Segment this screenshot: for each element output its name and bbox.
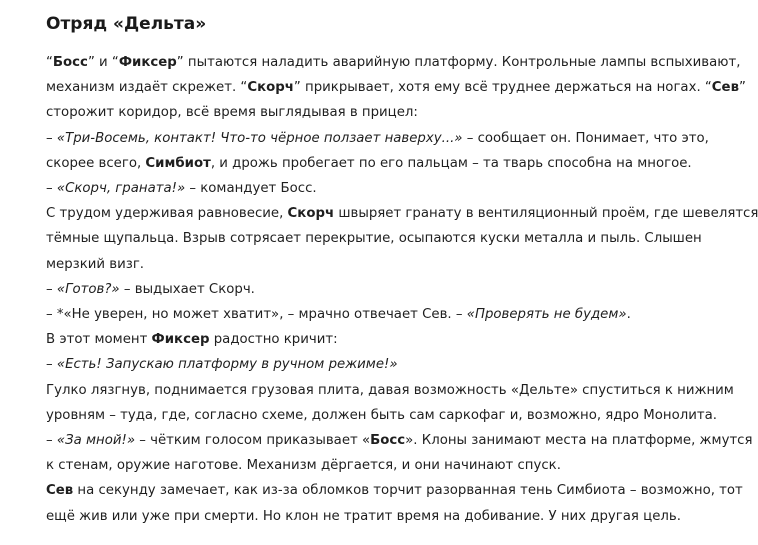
story-line [46,75,746,100]
story-line [46,327,725,352]
text-segment: ” и “ [87,55,119,70]
story-line [46,478,743,503]
text-segment: ». Клоны занимают места на платформе, жмутся [405,433,753,449]
text-segment: на секунду замечает, как из-за обломков торчит разорванная тень Симбиота – возможно, тот [73,483,743,499]
italic-quote: «Есть! Запускаю платформу в ручном режиме!» [56,357,398,373]
text-segment: ” пытаются наладить аварийную платформу. Контрольные лампы вспыхивают, [176,55,741,70]
story-line [46,126,725,151]
text-segment: мерзкий визг. [46,256,145,272]
text-segment: тёмные щупальца. Взрыв сотрясает перекрытие, осыпаются куски металла и пыль. Слышен [46,231,702,247]
italic-quote: «Готов?» [56,281,120,297]
story-line [46,504,725,529]
text-segment: ещё жив или уже при смерти. Но клон не тратит время на добивание. У них другая цель. [46,508,681,524]
story-line [46,201,758,226]
story-line [46,50,741,75]
italic-quote: «Проверять не будем» [466,307,627,323]
italic-quote: «Скорч, граната!» [56,181,186,197]
text-segment: к стенам, оружие наготове. Механизм дёргается, и они начинают спуск. [46,458,561,474]
text-segment: уровням – туда, где, согласно схеме, должен быть сам саркофаг и, возможно, ядро Монолита. [46,407,717,423]
bold-name: Босс [52,55,88,70]
text-segment: ” [739,80,746,96]
text-segment: Гулко лязгнув, поднимается грузовая плита, давая возможность «Дельте» спуститься к нижним [46,382,734,398]
italic-quote: «Три-Восемь, контакт! Что-то чёрное ползает наверху...» [56,130,463,146]
story-line [46,428,753,453]
story-line [46,226,725,251]
text-segment: “ [46,55,53,70]
text-segment: скорее всего, [46,155,146,171]
text-segment: радостно кричит: [209,332,338,348]
bold-name: Сев [711,80,739,96]
story-line [46,100,725,125]
text-segment: С трудом удерживая равновесие, [46,206,288,222]
text-segment: – *«Не уверен, но может хватит», – мрачно отвечает Сев. – [46,307,467,323]
story-line [46,277,725,302]
story-line [46,352,725,377]
italic-quote: «За мной!» [56,433,136,449]
text-segment: ” прикрывает, хотя ему всё труднее держаться на ногах. “ [293,80,712,96]
bold-name: Скорч [247,80,294,96]
story-line [46,453,725,478]
text-segment: – [46,281,57,297]
bold-name: Фиксер [151,332,210,348]
text-segment: – [46,130,57,146]
text-segment: сторожит коридор, всё время выглядывая в прицел: [46,105,418,121]
text-segment: . [626,307,631,323]
document-title: Отряд «Дельта» [46,14,207,34]
text-segment: механизм издаёт скрежет. “ [46,80,248,96]
story-line [46,252,725,277]
story-line [46,302,725,327]
text-segment: – чётким голосом приказывает « [135,433,371,449]
text-segment: В этот момент [46,332,152,348]
text-segment: – [46,357,57,373]
bold-name: Фиксер [118,55,177,70]
bold-name: Симбиот [145,155,211,171]
bold-name: Босс [370,433,406,449]
story-text [46,50,758,529]
text-segment: , и дрожь пробегает по его пальцам – та тварь способна на многое. [210,155,692,171]
text-segment: – выдыхает Скорч. [119,281,255,297]
text-segment: – [46,181,57,197]
text-segment: – сообщает он. Понимает, что это, [462,130,709,146]
bold-name: Скорч [287,206,335,222]
story-line [46,378,734,403]
story-line [46,176,725,201]
story-line [46,403,725,428]
text-segment: – [46,433,57,449]
story-line [46,151,725,176]
text-segment: швыряет гранату в вентиляционный проём, где шевелятся [334,206,758,222]
bold-name: Сев [46,483,74,499]
text-segment: – командует Босс. [185,181,317,197]
